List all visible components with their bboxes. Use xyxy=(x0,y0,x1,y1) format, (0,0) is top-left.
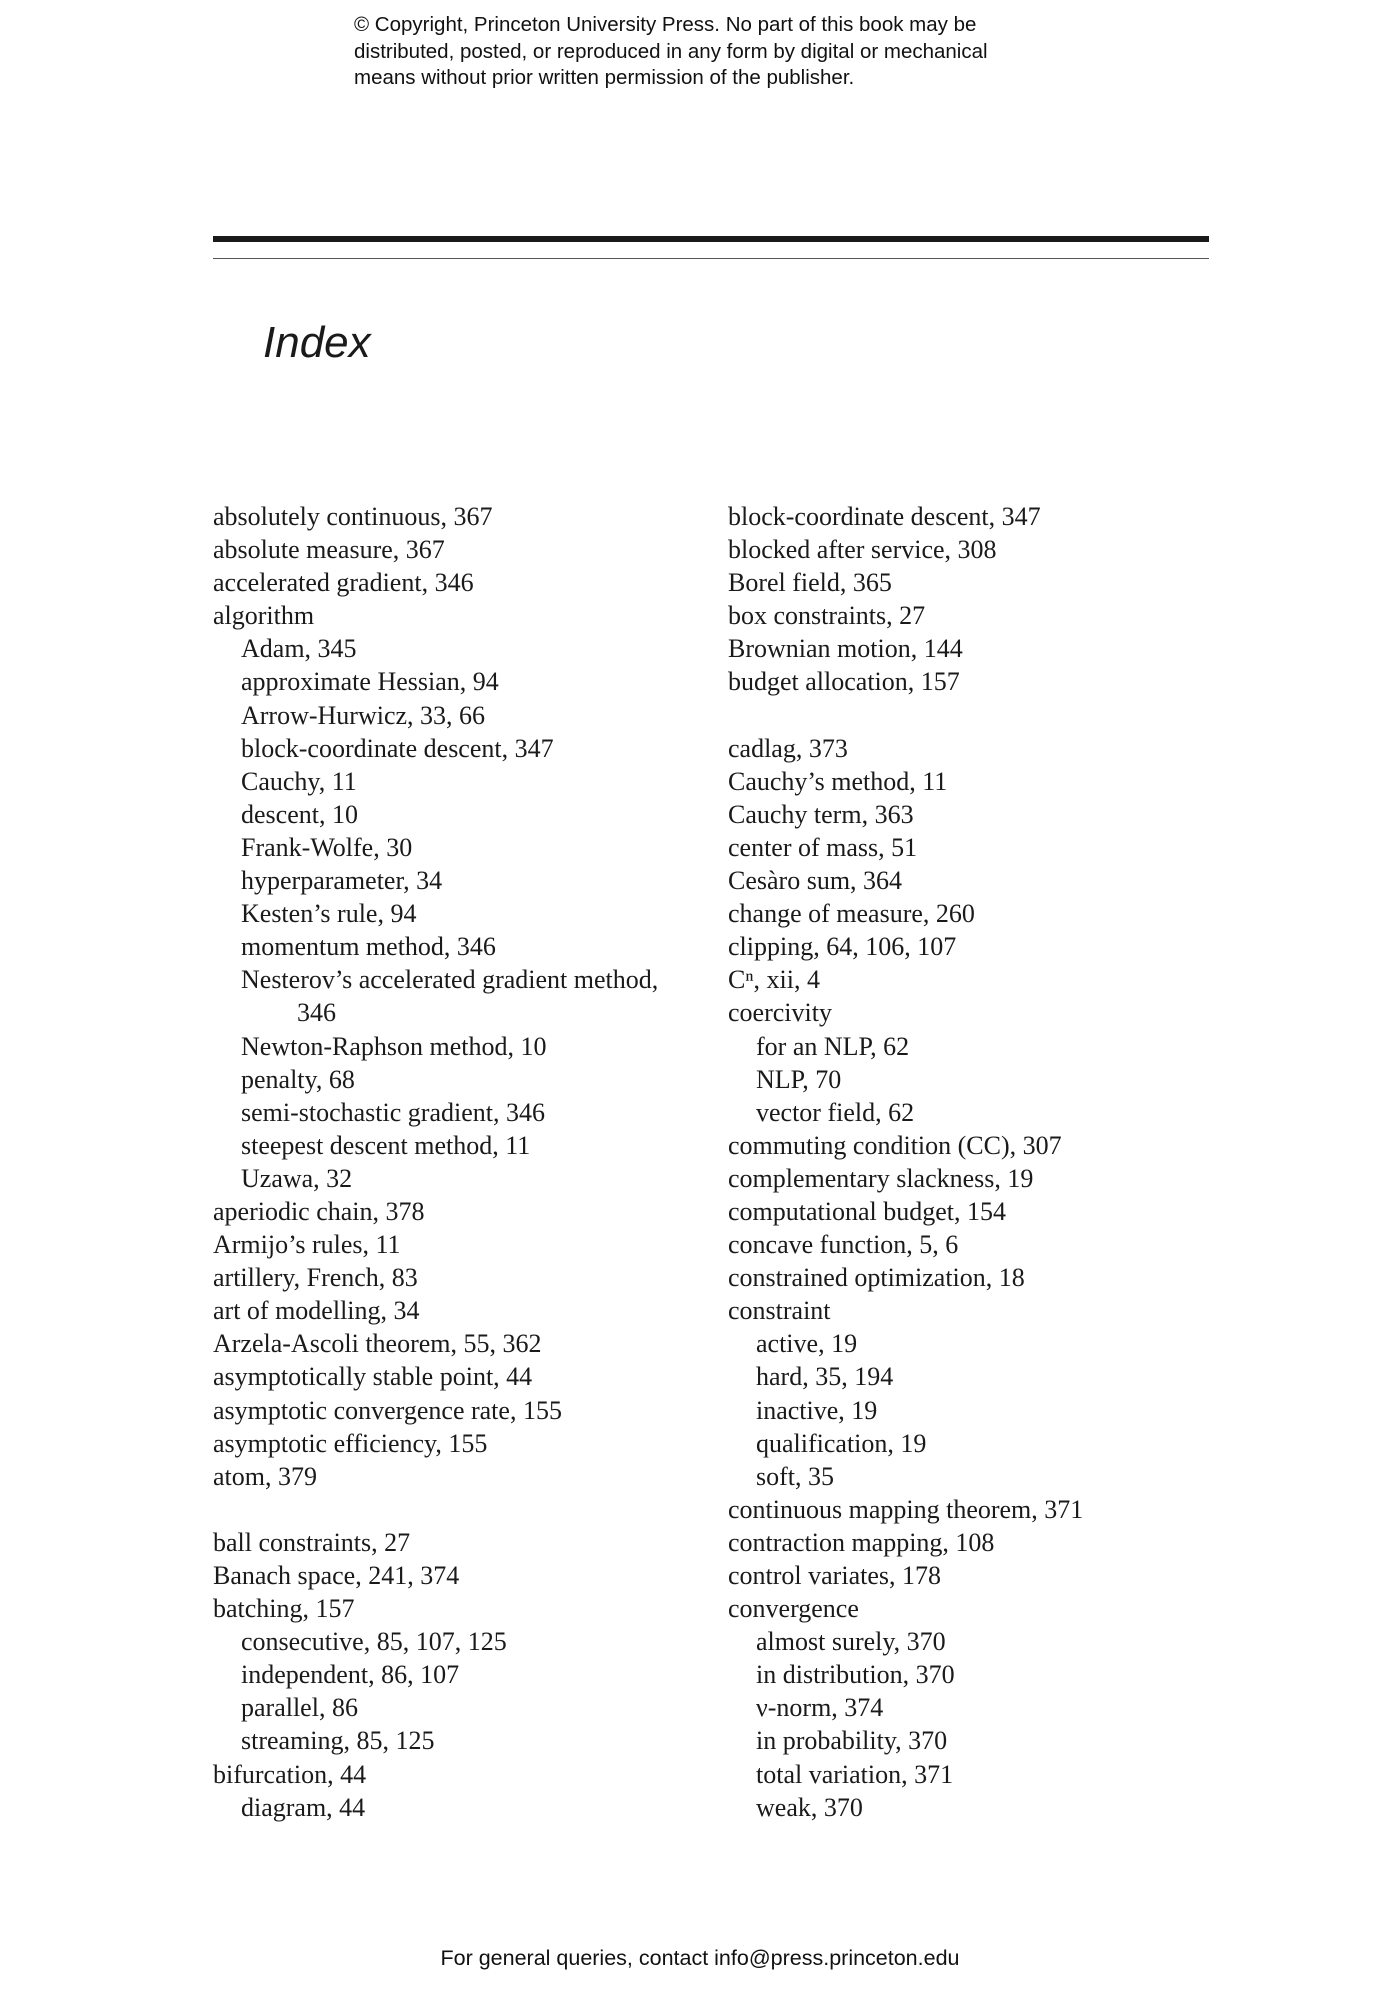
index-subentry: diagram, 44 xyxy=(241,1792,366,1822)
index-entry: blocked after service, 308 xyxy=(728,535,997,565)
index-entry: artillery, French, 83 xyxy=(213,1263,418,1293)
index-subentry: semi-stochastic gradient, 346 xyxy=(241,1097,545,1127)
index-entry: Brownian motion, 144 xyxy=(728,634,963,664)
index-entry-continuation: 346 xyxy=(297,998,336,1028)
index-subentry: ν-norm, 374 xyxy=(756,1693,884,1723)
index-entry: continuous mapping theorem, 371 xyxy=(728,1494,1084,1524)
index-subentry: Cauchy, 11 xyxy=(241,766,357,796)
index-entry: cadlag, 373 xyxy=(728,733,848,763)
index-subentry: Frank-Wolfe, 30 xyxy=(241,832,413,862)
index-subentry: in probability, 370 xyxy=(756,1726,948,1756)
index-subentry: Adam, 345 xyxy=(241,634,357,664)
header-rule-thin xyxy=(213,258,1209,259)
index-entry: Cauchy’s method, 11 xyxy=(728,766,948,796)
index-entry: computational budget, 154 xyxy=(728,1196,1007,1226)
index-subentry: hyperparameter, 34 xyxy=(241,866,443,896)
index-subentry: descent, 10 xyxy=(241,799,358,829)
index-entry: convergence xyxy=(728,1594,859,1624)
index-group-gap xyxy=(213,1493,703,1526)
index-entry: asymptotic efficiency, 155 xyxy=(213,1428,488,1458)
index-entry: bifurcation, 44 xyxy=(213,1759,367,1789)
index-entry: algorithm xyxy=(213,601,315,631)
index-subentry: Arrow-Hurwicz, 33, 66 xyxy=(241,700,486,730)
index-entry: atom, 379 xyxy=(213,1461,317,1491)
footer-contact: For general queries, contact info@press.princeton.edu xyxy=(440,1946,960,1970)
index-entry: clipping, 64, 106, 107 xyxy=(728,932,957,962)
page-title: Index xyxy=(263,318,371,367)
index-subentry: approximate Hessian, 94 xyxy=(241,667,499,697)
index-subentry: Uzawa, 32 xyxy=(241,1163,353,1193)
index-entry: complementary slackness, 19 xyxy=(728,1163,1034,1193)
copyright-line: means without prior written permission of the publisher. xyxy=(354,66,855,89)
index-entry: Banach space, 241, 374 xyxy=(213,1561,460,1590)
index-entry: block-coordinate descent, 347 xyxy=(728,502,1041,531)
index-entry: art of modelling, 34 xyxy=(213,1296,420,1326)
index-subentry: inactive, 19 xyxy=(756,1395,878,1425)
index-entry: control variates, 178 xyxy=(728,1561,941,1590)
index-subentry: almost surely, 370 xyxy=(756,1627,946,1657)
index-subentry: soft, 35 xyxy=(756,1461,834,1491)
header-rule-thick xyxy=(213,236,1209,242)
index-column-right xyxy=(728,500,1248,1824)
index-column-left xyxy=(213,500,703,1824)
index-entry: coercivity xyxy=(728,998,832,1028)
index-subentry: total variation, 371 xyxy=(756,1759,954,1789)
index-subentry: weak, 370 xyxy=(756,1792,863,1822)
index-subentry: hard, 35, 194 xyxy=(756,1362,894,1392)
index-entry: change of measure, 260 xyxy=(728,899,975,929)
index-subentry: streaming, 85, 125 xyxy=(241,1726,435,1756)
index-subentry: in distribution, 370 xyxy=(756,1660,955,1690)
index-entry: constraint xyxy=(728,1296,831,1326)
index-entry: absolutely continuous, 367 xyxy=(213,502,493,531)
index-subentry: penalty, 68 xyxy=(241,1064,355,1094)
index-entry: commuting condition (CC), 307 xyxy=(728,1130,1062,1160)
index-subentry: momentum method, 346 xyxy=(241,932,496,962)
index-entry: asymptotic convergence rate, 155 xyxy=(213,1395,562,1425)
index-entry: asymptotically stable point, 44 xyxy=(213,1362,533,1392)
index-subentry: NLP, 70 xyxy=(756,1064,842,1094)
index-entry: accelerated gradient, 346 xyxy=(213,568,474,598)
copyright-notice xyxy=(354,12,1114,92)
index-group-gap xyxy=(728,699,1248,732)
index-subentry: block-coordinate descent, 347 xyxy=(241,733,554,763)
index-entry: Armijo’s rules, 11 xyxy=(213,1230,401,1260)
index-subentry: Nesterov’s accelerated gradient method, xyxy=(241,965,659,995)
index-subentry: parallel, 86 xyxy=(241,1693,358,1723)
index-entry: Cⁿ, xii, 4 xyxy=(728,965,820,995)
index-subentry: for an NLP, 62 xyxy=(756,1031,910,1061)
index-entry: Cesàro sum, 364 xyxy=(728,866,903,896)
index-entry: budget allocation, 157 xyxy=(728,667,960,697)
index-entry: box constraints, 27 xyxy=(728,601,926,631)
index-subentry: Kesten’s rule, 94 xyxy=(241,899,417,929)
index-entry: absolute measure, 367 xyxy=(213,535,445,565)
copyright-line: © Copyright, Princeton University Press. No part of this book may be xyxy=(354,13,977,36)
index-subentry: active, 19 xyxy=(756,1329,858,1359)
index-subentry: Newton-Raphson method, 10 xyxy=(241,1031,547,1061)
index-subentry: vector field, 62 xyxy=(756,1097,915,1127)
copyright-line: distributed, posted, or reproduced in any form by digital or mechanical xyxy=(354,39,988,63)
index-entry: constrained optimization, 18 xyxy=(728,1263,1025,1293)
index-subentry: steepest descent method, 11 xyxy=(241,1130,531,1160)
index-entry: Arzela-Ascoli theorem, 55, 362 xyxy=(213,1329,542,1359)
index-entry: concave function, 5, 6 xyxy=(728,1230,959,1260)
index-subentry: independent, 86, 107 xyxy=(241,1660,460,1690)
index-entry: aperiodic chain, 378 xyxy=(213,1196,425,1226)
index-entry: Cauchy term, 363 xyxy=(728,799,914,829)
index-entry: contraction mapping, 108 xyxy=(728,1527,995,1557)
index-entry: center of mass, 51 xyxy=(728,832,918,862)
index-entry: ball constraints, 27 xyxy=(213,1527,411,1557)
index-entry: batching, 157 xyxy=(213,1594,355,1624)
index-subentry: consecutive, 85, 107, 125 xyxy=(241,1627,507,1657)
index-entry: Borel field, 365 xyxy=(728,568,892,598)
index-subentry: qualification, 19 xyxy=(756,1428,927,1458)
